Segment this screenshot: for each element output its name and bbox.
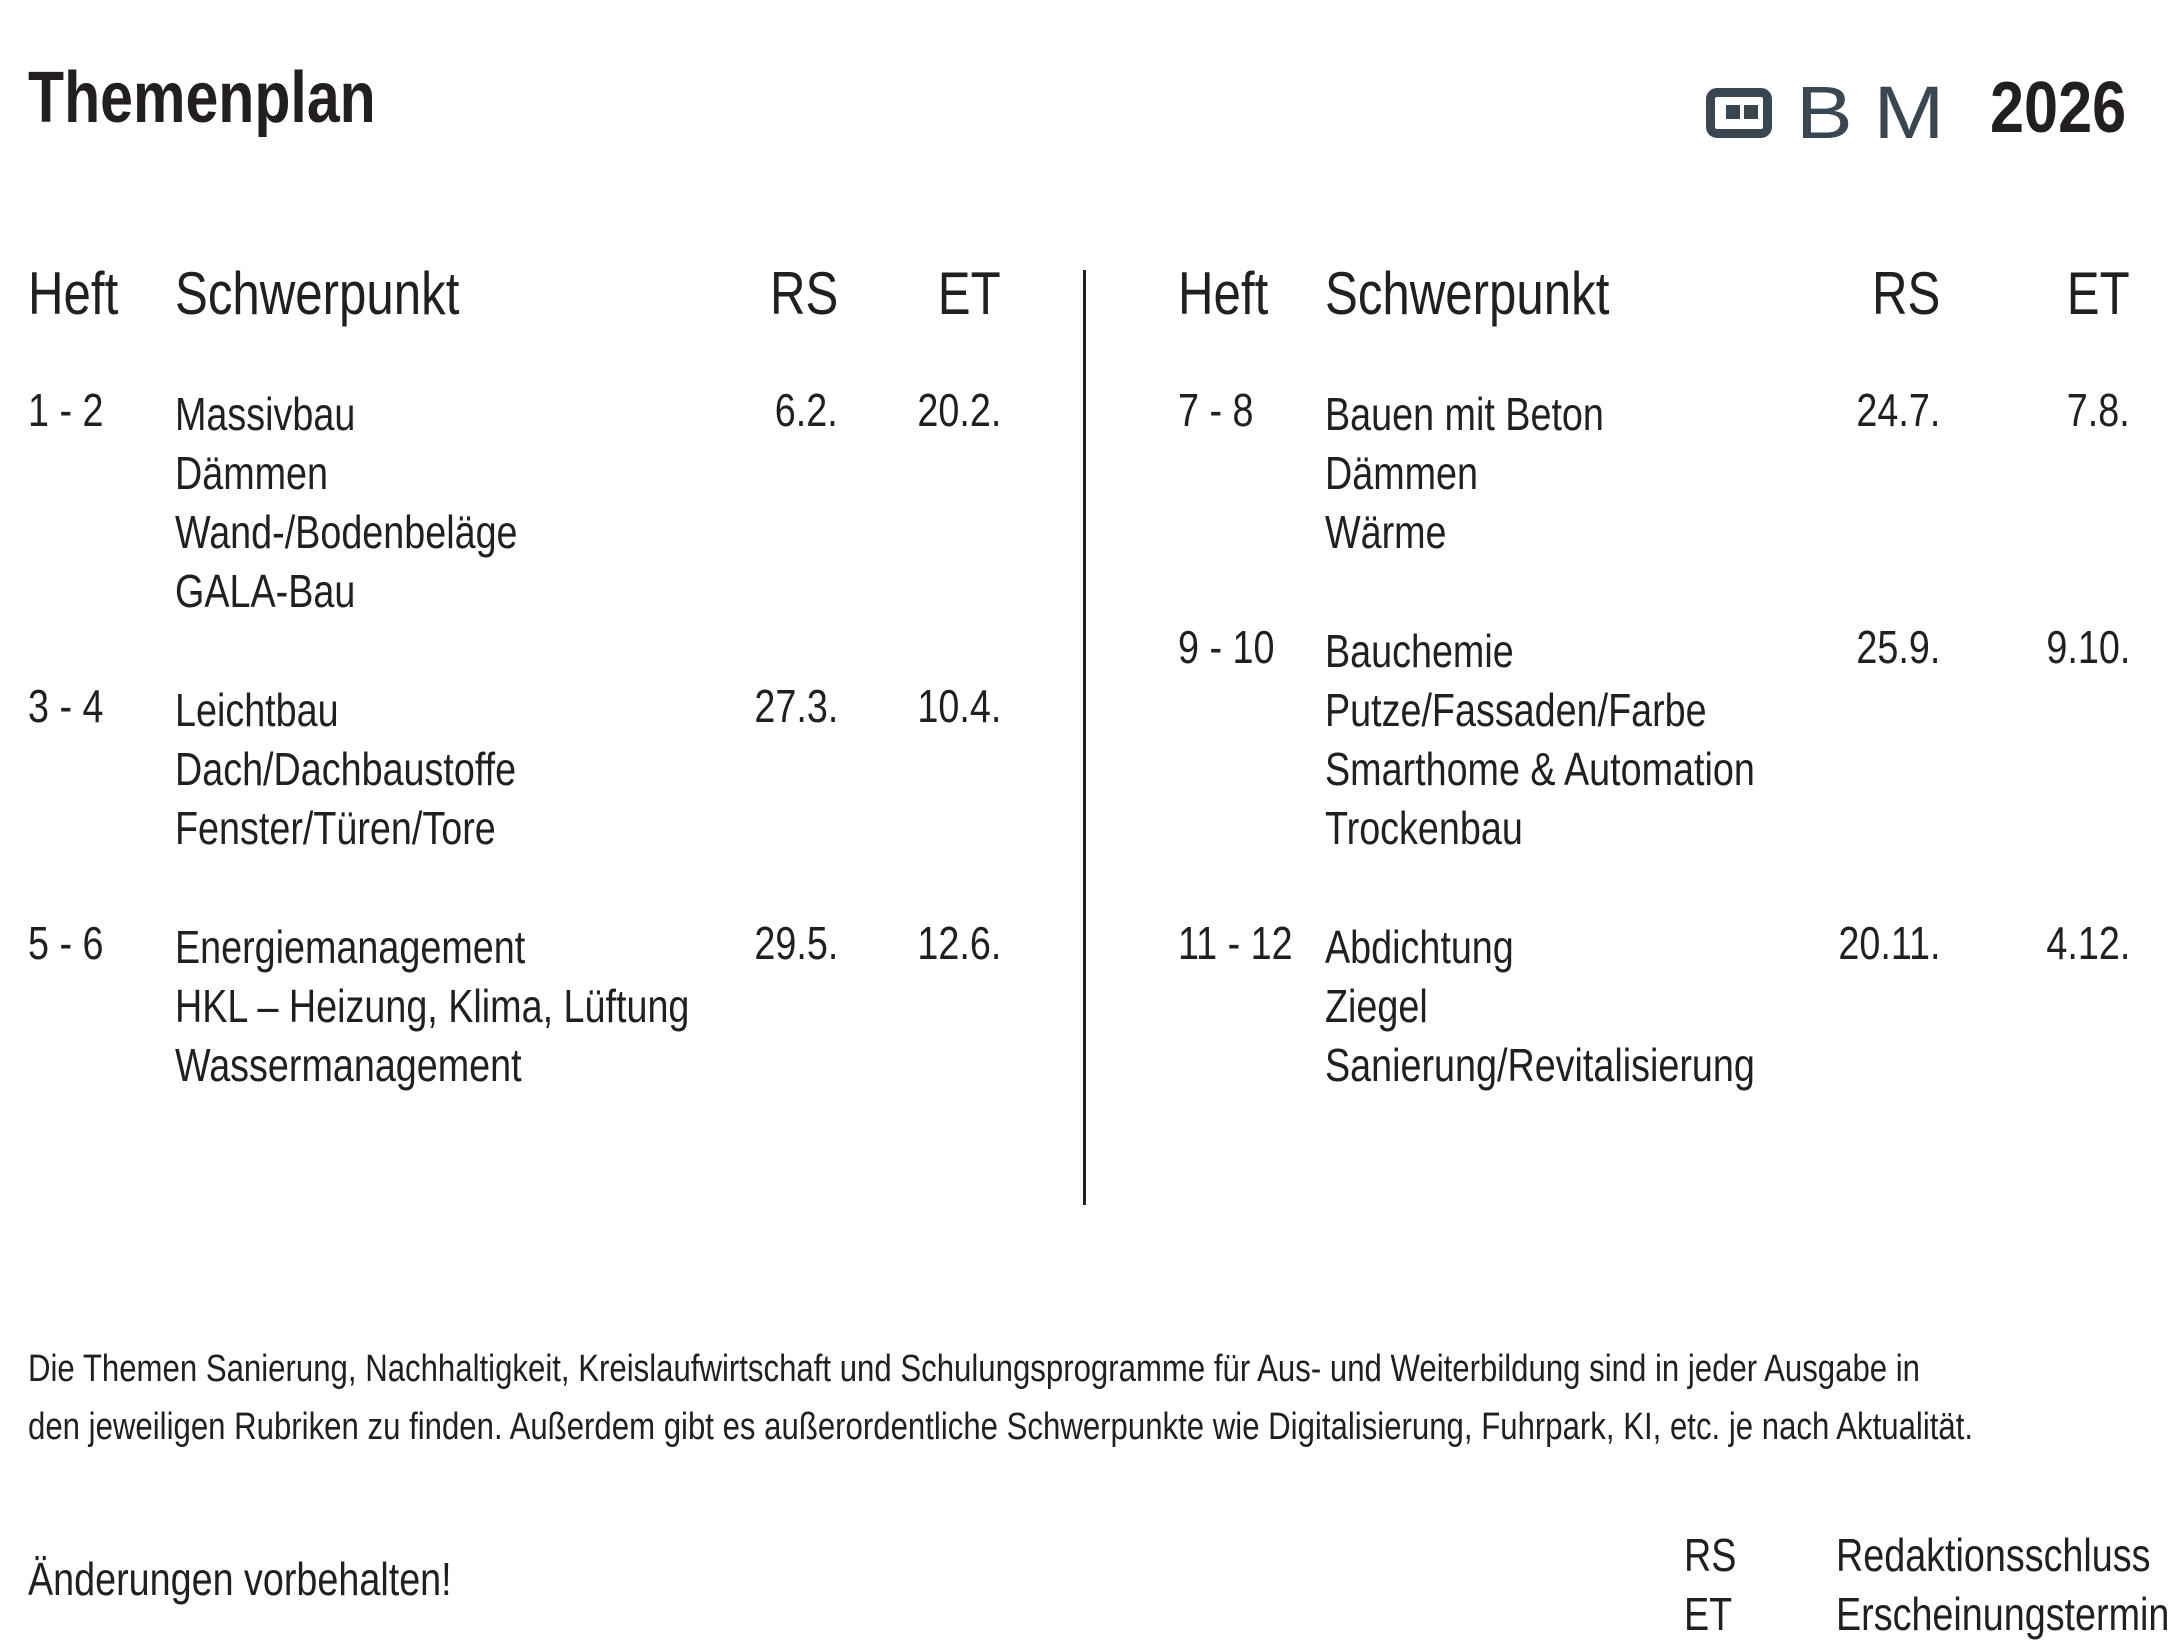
issue-et-date: 10.4.	[917, 680, 1001, 732]
topic-item: Sanierung/Revitalisierung	[1325, 1039, 1755, 1091]
left-heft-header: Heft	[28, 260, 119, 327]
topic-item: Dämmen	[1325, 447, 1479, 499]
issue-topics	[1325, 918, 1849, 1095]
issue-heft: 7 - 8	[1178, 384, 1254, 436]
issue-heft: 5 - 6	[28, 917, 104, 969]
issue-rs-date: 20.11.	[1837, 917, 1940, 969]
topic-item: Wärme	[1325, 506, 1447, 558]
issue-heft: 11 - 12	[1178, 917, 1293, 969]
topic-item: Bauchemie	[1325, 625, 1514, 677]
changes-reserved-note: Änderungen vorbehalten!	[28, 1553, 452, 1605]
year-label: 2026	[1990, 68, 2127, 148]
topic-item: Dach/Dachbaustoffe	[175, 743, 517, 795]
left-schwerpunkt-header: Schwerpunkt	[175, 260, 460, 327]
info-note	[28, 1340, 2160, 1456]
issue-et-date: 7.8.	[2067, 384, 2130, 436]
issue-rs-date: 29.5.	[754, 917, 838, 969]
topic-item: Wassermanagement	[175, 1039, 522, 1091]
issue-rs-date: 27.3.	[754, 680, 838, 732]
topic-item: HKL – Heizung, Klima, Lüftung	[175, 980, 690, 1032]
topic-item: Wand-/Bodenbeläge	[175, 506, 518, 558]
issue-heft: 1 - 2	[28, 384, 104, 436]
issue-rs-date: 25.9.	[1856, 621, 1940, 673]
topic-item: Bauen mit Beton	[1325, 388, 1604, 440]
issue-heft: 3 - 4	[28, 680, 104, 732]
topic-item: Leichtbau	[175, 684, 339, 736]
right-et-header: ET	[2067, 260, 2130, 327]
legend-abbr: RS	[1684, 1529, 1737, 1581]
issue-heft: 9 - 10	[1178, 621, 1275, 673]
topic-item: Dämmen	[175, 447, 329, 499]
issue-et-date: 20.2.	[917, 384, 1001, 436]
topic-item: Massivbau	[175, 388, 356, 440]
issue-et-date: 4.12.	[2046, 917, 2130, 969]
topic-item: Ziegel	[1325, 980, 1428, 1032]
right-heft-header: Heft	[1178, 260, 1269, 327]
bm-logo-icon	[1706, 88, 1772, 138]
bm-logo	[1706, 71, 1966, 154]
issue-et-date: 9.10.	[2046, 621, 2130, 673]
issue-topics	[175, 918, 802, 1095]
topic-item: Trockenbau	[1325, 802, 1523, 854]
topic-item: Energiemanagement	[175, 921, 526, 973]
page-title: Themenplan	[28, 58, 376, 138]
left-rs-header: RS	[769, 260, 838, 327]
issue-rs-date: 24.7.	[1856, 384, 1940, 436]
column-divider	[1083, 270, 1086, 1205]
issue-topics	[175, 385, 593, 621]
topic-item: Fenster/Türen/Tore	[175, 802, 496, 854]
topic-item: Abdichtung	[1325, 921, 1514, 973]
right-schwerpunkt-header: Schwerpunkt	[1325, 260, 1610, 327]
legend-description: Redaktionsschluss	[1836, 1529, 2151, 1581]
legend-description: Erscheinungstermin	[1836, 1588, 2170, 1640]
issue-et-date: 12.6.	[917, 917, 1001, 969]
issue-topics	[1325, 622, 1849, 858]
legend-abbr: ET	[1684, 1588, 1733, 1640]
info-note-line: den jeweiligen Rubriken zu finden. Außerdem gibt es außerordentliche Schwerpunkte wie Digitalisierung, Fuhrpark, KI, etc. je nach Aktualität.	[28, 1406, 1974, 1448]
info-note-line: Die Themen Sanierung, Nachhaltigkeit, Kreislaufwirtschaft und Schulungsprogramme für Aus- und Weiterbildung sind in jeder Ausgabe in	[28, 1348, 1921, 1390]
bm-logo-text: BM	[1796, 71, 1966, 154]
issue-topics	[175, 681, 591, 858]
issue-topics	[1325, 385, 1665, 562]
issue-rs-date: 6.2.	[775, 384, 838, 436]
left-et-header: ET	[938, 260, 1001, 327]
right-rs-header: RS	[1871, 260, 1940, 327]
topic-item: Smarthome & Automation	[1325, 743, 1755, 795]
topic-item: Putze/Fassaden/Farbe	[1325, 684, 1707, 736]
topic-item: GALA-Bau	[175, 565, 356, 617]
